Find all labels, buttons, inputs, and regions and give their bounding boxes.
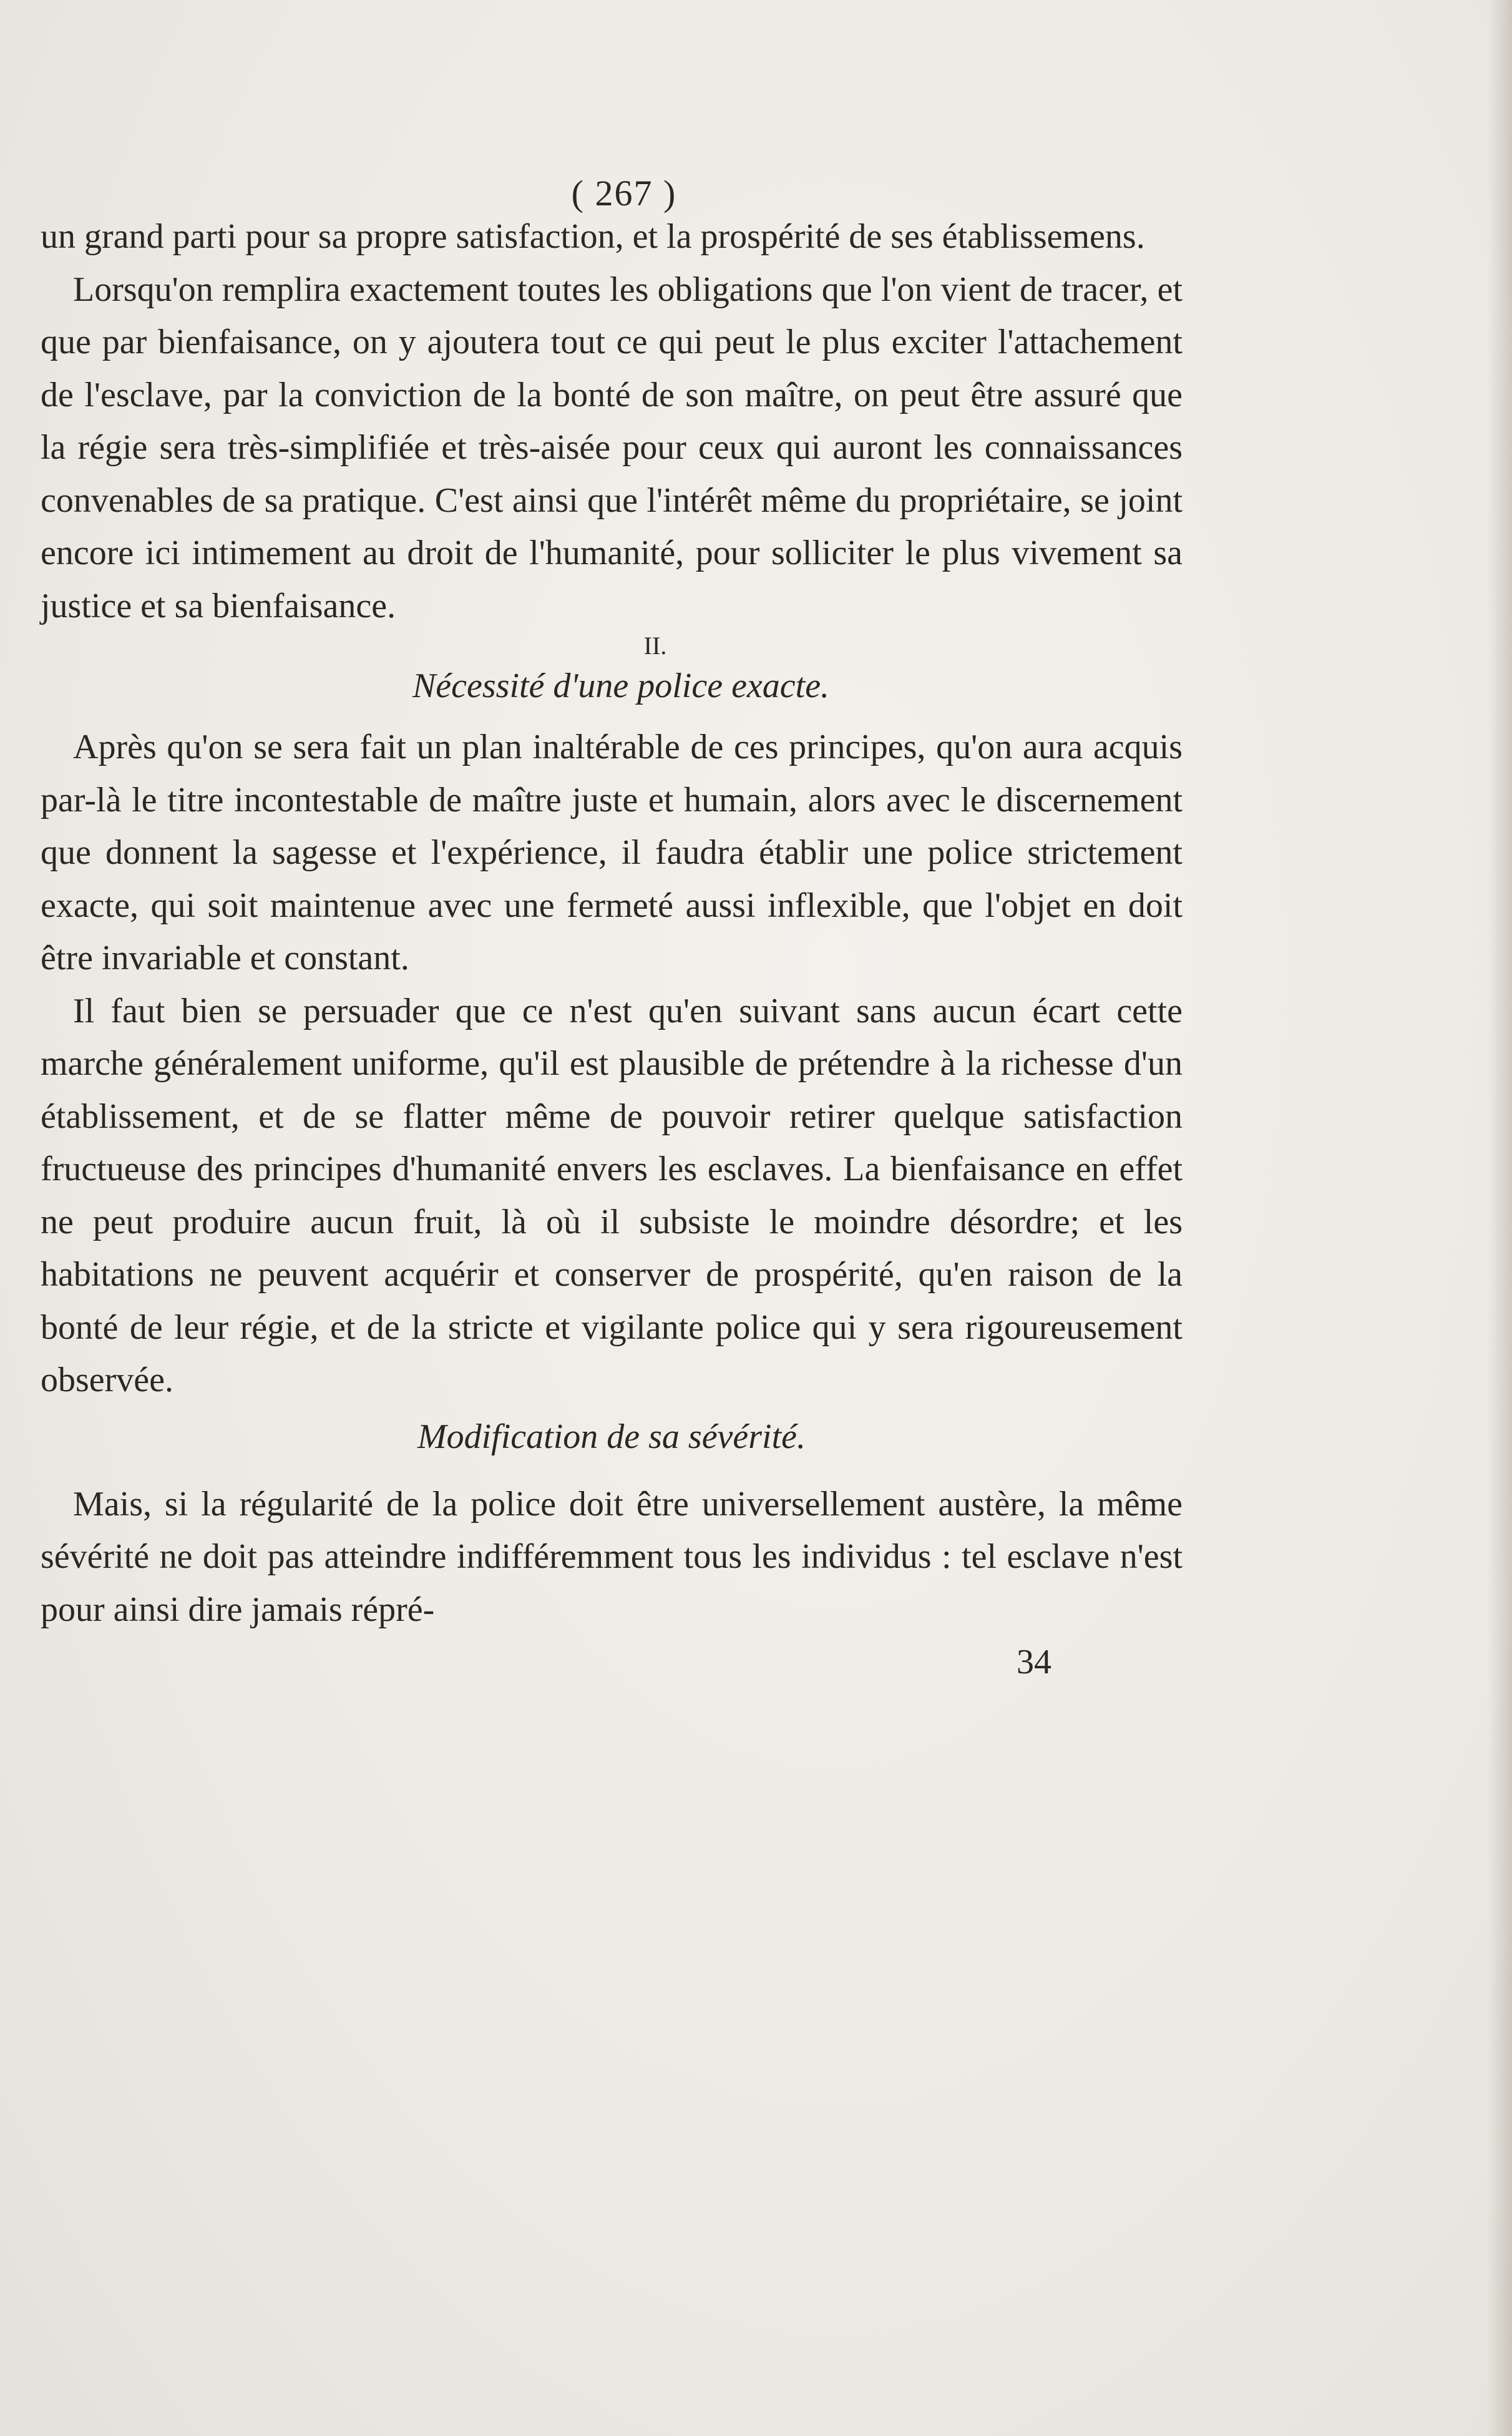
signature-mark: 34 <box>1017 1643 1051 1681</box>
page-gutter-shadow <box>1487 0 1512 2436</box>
section-heading-police: Nécessité d'une police exacte. <box>412 667 830 705</box>
paragraph-continuation: un grand parti pour sa propre satisfaction, et la prospérité de ses établissemens. <box>41 217 1145 256</box>
page-text-block <box>41 172 1183 1688</box>
section-heading-severite: Modification de sa sévérité. <box>417 1417 806 1456</box>
paragraph-mais: Mais, si la régularité de la police doit être universellement austère, la même sévérité ne doit pas atteindre indifféremment tous les individus : tel esclave n'est pour ainsi dire jamais répré- <box>41 1484 1183 1629</box>
paragraph-persuader: Il faut bien se persuader que ce n'est qu'en suivant sans aucun écart cette marche généralement uniforme, qu'il est plausible de prétendre à la richesse d'un établissement, et de se flatter même de pouvoir retirer quelque satisfaction fructueuse des principes d'humanité envers les esclaves. La bienfaisance en effet ne peut produire aucun fruit, là où il subsiste le moindre désordre; et les habitations ne peuvent acquérir et conserver de prospérité, qu'en raison de la bonté de leur régie, et de la stricte et vigilante police qui y sera rigoureusement observée. <box>41 991 1183 1399</box>
section-number: II. <box>643 632 667 660</box>
page-number-header: ( 267 ) <box>571 173 677 213</box>
paragraph-plan: Après qu'on se sera fait un plan inaltérable de ces principes, qu'on aura acquis par-là le titre incontestable de maître juste et humain, alors avec le discernement que donnent la sagesse et l'expérience, il faudra établir une police strictement exacte, qui soit maintenue avec une fermeté aussi inflexible, que l'objet en doit être invariable et constant. <box>41 728 1183 977</box>
paragraph-obligations: Lorsqu'on remplira exactement toutes les obligations que l'on vient de tracer, et que par bienfaisance, on y ajoutera tout ce qui peut le plus exciter l'attachement de l'esclave, par la conviction de la bonté de son maître, on peut être assuré que la régie sera très-simplifiée et très-aisée pour ceux qui auront les connaissances convenables de sa pratique. C'est ainsi que l'intérêt même du propriétaire, se joint encore ici intimement au droit de l'humanité, pour solliciter le plus vivement sa justice et sa bienfaisance. <box>41 270 1183 625</box>
